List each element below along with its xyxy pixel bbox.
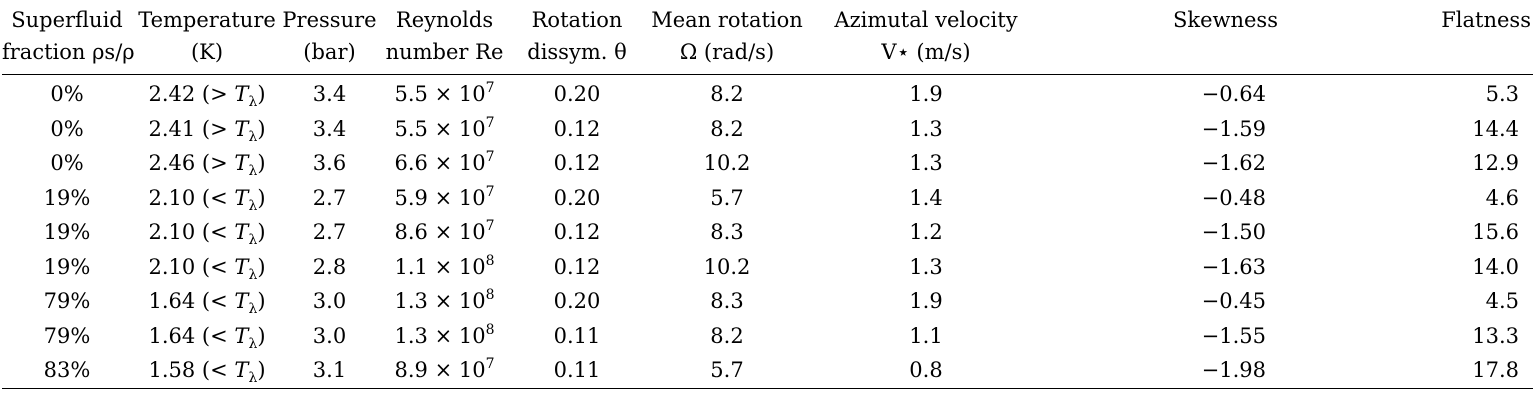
header-pressure-line2: (bar) bbox=[282, 36, 377, 75]
cell-temperature: 2.42 (> $T_\lambda$) bbox=[148, 82, 266, 110]
cell-reynolds: $6.6 \times 10^7$ bbox=[394, 149, 495, 175]
cell-rotation-dissym: 0.12 bbox=[553, 254, 601, 279]
cell-skewness: −1.50 bbox=[1201, 220, 1266, 244]
header-flatness-line1: Flatness bbox=[1441, 8, 1531, 32]
header-mean-rotation-line2: Ω (rad/s) bbox=[642, 36, 812, 75]
cell-flatness: 14.0 bbox=[1472, 254, 1519, 279]
cell-azimutal-velocity: 1.1 bbox=[909, 323, 943, 348]
cell-fraction: 0% bbox=[50, 82, 84, 106]
cell-mean-rotation: 8.2 bbox=[710, 323, 744, 348]
cell-fraction: 0% bbox=[50, 151, 84, 175]
cell-flatness: 15.6 bbox=[1472, 220, 1519, 244]
cell-reynolds: $1.3 \times 10^8$ bbox=[394, 287, 495, 313]
cell-temperature: 2.10 (< $T_\lambda$) bbox=[148, 254, 266, 283]
cell-pressure: 3.6 bbox=[312, 151, 347, 175]
header-superfluid-line2: fraction ρs/ρ bbox=[2, 36, 132, 75]
cell-rotation-dissym: 0.12 bbox=[553, 151, 601, 175]
cell-rotation-dissym: 0.20 bbox=[553, 185, 601, 210]
cell-mean-rotation: 8.3 bbox=[710, 220, 744, 244]
cell-skewness: −1.98 bbox=[1040, 353, 1298, 388]
cell-rotation-dissym: 0.11 bbox=[512, 353, 642, 388]
header-pressure-line1: Pressure bbox=[282, 8, 377, 32]
cell-pressure: 2.7 bbox=[312, 185, 347, 210]
cell-fraction: 19% bbox=[43, 220, 91, 244]
data-table bbox=[2, 0, 1533, 389]
table-row bbox=[2, 146, 1533, 181]
table-row bbox=[2, 112, 1533, 147]
cell-skewness: −1.62 bbox=[1201, 151, 1266, 175]
cell-flatness: 4.5 bbox=[1485, 289, 1519, 313]
header-temperature-line2: (K) bbox=[132, 36, 282, 75]
cell-skewness: −1.59 bbox=[1201, 116, 1266, 141]
table-row bbox=[2, 353, 1533, 388]
cell-fraction: 79% bbox=[43, 323, 91, 348]
header-rotation-line1: Rotation bbox=[531, 8, 623, 32]
cell-azimutal-velocity: 1.3 bbox=[909, 116, 943, 141]
cell-mean-rotation: 10.2 bbox=[703, 151, 751, 175]
cell-skewness: −0.48 bbox=[1201, 185, 1266, 210]
header-azimutal-line2: V⋆ (m/s) bbox=[812, 36, 1040, 75]
cell-pressure: 3.0 bbox=[312, 323, 347, 348]
cell-temperature: 1.64 (< $T_\lambda$) bbox=[148, 289, 266, 317]
table-row bbox=[2, 215, 1533, 250]
cell-temperature: 1.64 (< $T_\lambda$) bbox=[148, 323, 266, 352]
data-table-container bbox=[2, 0, 1533, 389]
cell-flatness: 5.3 bbox=[1485, 82, 1519, 106]
table-body bbox=[2, 75, 1533, 389]
header-reynolds-line1: Reynolds bbox=[395, 8, 494, 32]
cell-fraction: 0% bbox=[50, 116, 84, 141]
cell-flatness: 13.3 bbox=[1472, 323, 1519, 348]
header-row-2 bbox=[2, 36, 1533, 75]
header-mean-rotation-line1: Mean rotation bbox=[651, 8, 803, 32]
cell-mean-rotation: 10.2 bbox=[703, 254, 751, 279]
cell-azimutal-velocity: 1.9 bbox=[909, 82, 943, 106]
header-superfluid-line1: Superfluid bbox=[11, 8, 123, 32]
cell-pressure: 2.8 bbox=[312, 254, 347, 279]
cell-temperature: 1.58 (< $T_\lambda$) bbox=[132, 353, 282, 388]
cell-reynolds: $1.1 \times 10^8$ bbox=[394, 252, 495, 279]
cell-rotation-dissym: 0.11 bbox=[553, 323, 601, 348]
cell-mean-rotation: 8.2 bbox=[710, 116, 744, 141]
table-row bbox=[2, 250, 1533, 285]
cell-pressure: 3.4 bbox=[312, 116, 347, 141]
cell-mean-rotation: 8.2 bbox=[710, 82, 744, 106]
cell-mean-rotation: 8.3 bbox=[710, 289, 744, 313]
table-row bbox=[2, 319, 1533, 354]
cell-pressure: 3.4 bbox=[312, 82, 347, 106]
header-row-1 bbox=[2, 0, 1533, 36]
cell-temperature: 2.10 (< $T_\lambda$) bbox=[148, 185, 266, 214]
cell-temperature: 2.10 (< $T_\lambda$) bbox=[148, 220, 266, 248]
cell-reynolds: $8.9 \times 10^7$ bbox=[377, 353, 512, 388]
header-skewness-line2 bbox=[1040, 36, 1298, 75]
cell-fraction: 19% bbox=[43, 185, 91, 210]
cell-fraction: 19% bbox=[43, 254, 91, 279]
cell-reynolds: $1.3 \times 10^8$ bbox=[394, 321, 495, 348]
cell-skewness: −0.64 bbox=[1201, 82, 1266, 106]
cell-rotation-dissym: 0.12 bbox=[553, 220, 601, 244]
cell-azimutal-velocity: 1.9 bbox=[909, 289, 943, 313]
cell-pressure: 3.0 bbox=[312, 289, 347, 313]
cell-pressure: 2.7 bbox=[312, 220, 347, 244]
cell-reynolds: $5.5 \times 10^7$ bbox=[394, 80, 495, 106]
cell-skewness: −0.45 bbox=[1201, 289, 1266, 313]
cell-flatness: 4.6 bbox=[1485, 185, 1519, 210]
cell-flatness: 12.9 bbox=[1472, 151, 1519, 175]
cell-rotation-dissym: 0.20 bbox=[553, 82, 601, 106]
cell-temperature: 2.46 (> $T_\lambda$) bbox=[148, 151, 266, 179]
cell-fraction: 83% bbox=[2, 353, 132, 388]
header-reynolds-line2: number Re bbox=[377, 36, 512, 75]
cell-azimutal-velocity: 1.3 bbox=[909, 151, 943, 175]
table-row bbox=[2, 284, 1533, 319]
cell-temperature: 2.41 (> $T_\lambda$) bbox=[148, 116, 266, 145]
cell-reynolds: $5.5 \times 10^7$ bbox=[394, 114, 495, 141]
table-row bbox=[2, 75, 1533, 112]
cell-reynolds: $5.9 \times 10^7$ bbox=[394, 183, 495, 210]
header-skewness-line1: Skewness bbox=[1172, 8, 1278, 32]
header-rotation-line2: dissym. θ bbox=[512, 36, 642, 75]
cell-rotation-dissym: 0.12 bbox=[553, 116, 601, 141]
cell-fraction: 79% bbox=[43, 289, 91, 313]
cell-azimutal-velocity: 1.2 bbox=[909, 220, 943, 244]
cell-azimutal-velocity: 0.8 bbox=[812, 353, 1040, 388]
header-azimutal-line1: Azimutal velocity bbox=[834, 8, 1018, 32]
header-flatness-line2 bbox=[1298, 36, 1533, 75]
cell-flatness: 14.4 bbox=[1472, 116, 1519, 141]
cell-rotation-dissym: 0.20 bbox=[553, 289, 601, 313]
cell-mean-rotation: 5.7 bbox=[710, 185, 744, 210]
cell-skewness: −1.63 bbox=[1201, 254, 1266, 279]
table-header bbox=[2, 0, 1533, 75]
cell-azimutal-velocity: 1.3 bbox=[909, 254, 943, 279]
cell-mean-rotation: 5.7 bbox=[642, 353, 812, 388]
cell-flatness: 17.8 bbox=[1298, 353, 1533, 388]
cell-reynolds: $8.6 \times 10^7$ bbox=[394, 218, 495, 244]
header-temperature-line1: Temperature bbox=[138, 8, 276, 32]
cell-azimutal-velocity: 1.4 bbox=[909, 185, 943, 210]
cell-pressure: 3.1 bbox=[282, 353, 377, 388]
cell-skewness: −1.55 bbox=[1201, 323, 1266, 348]
table-row bbox=[2, 181, 1533, 216]
